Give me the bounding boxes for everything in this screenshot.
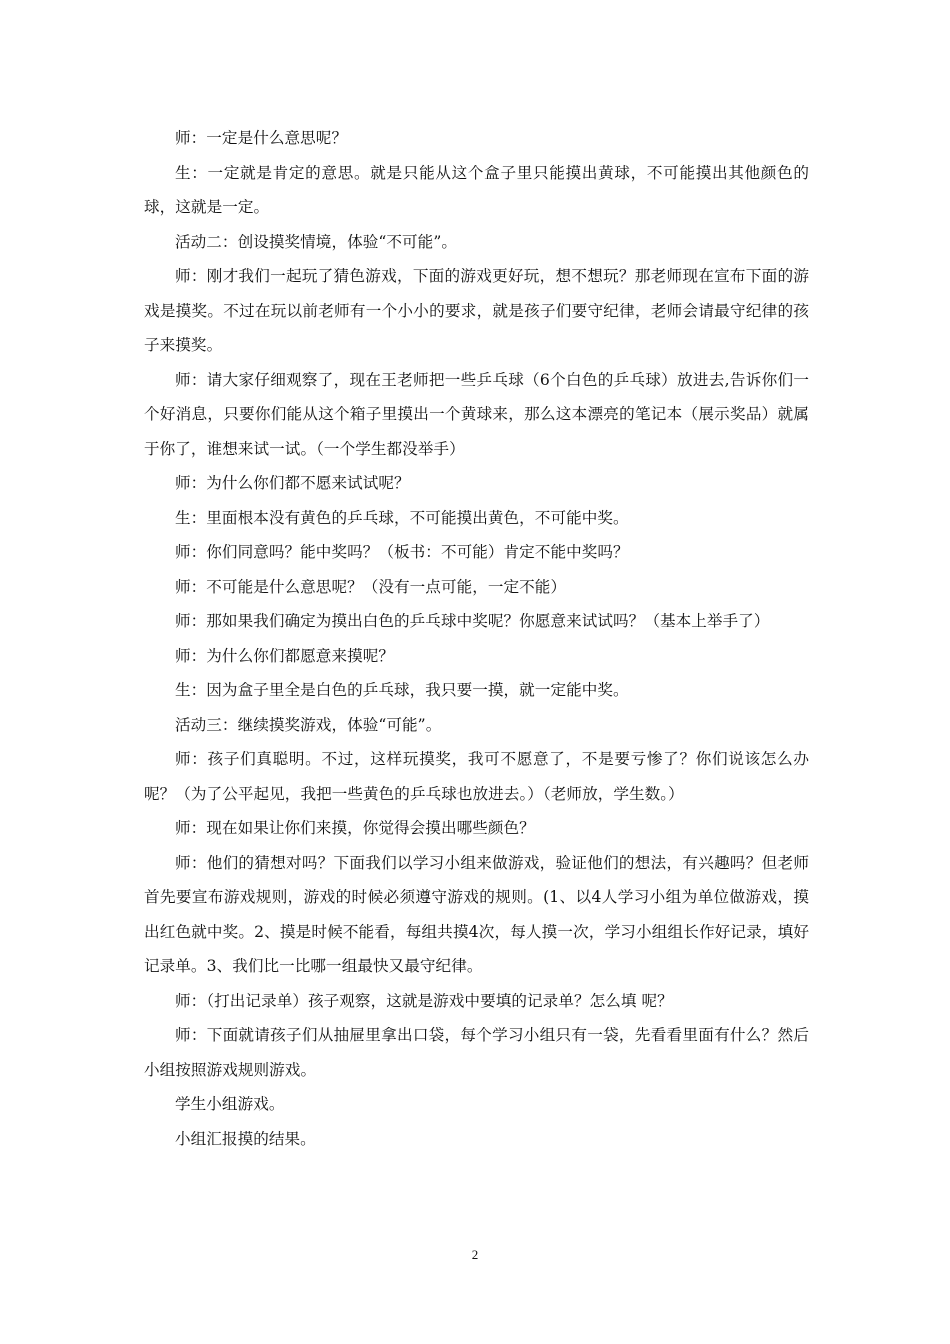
document-body bbox=[144, 121, 809, 1156]
paragraph: 师：为什么你们都愿意来摸呢？ bbox=[175, 646, 395, 665]
paragraph: 师：一定是什么意思呢？ bbox=[175, 129, 348, 147]
paragraph: 活动二：创设摸奖情境，体验“不可能”。 bbox=[175, 232, 457, 251]
paragraph: 师：他们的猜想对吗？下面我们以学习小组来做游戏，验证他们的想法，有兴趣吗？但老师首先要宣布游戏规则，游戏的时候必须遵守游戏的规则。(1、以4人学习小组为单位做游戏，摸出红色就中奖。2、摸是时候不能看，每组共摸4次，每人摸一次，学习小组组长作好记录，填好记录单。3、我们比一比哪一组最快又最守纪律。 bbox=[144, 853, 809, 975]
paragraph: 学生小组游戏。 bbox=[175, 1095, 285, 1113]
paragraph: 师：下面就请孩子们从抽屉里拿出口袋，每个学习小组只有一袋，先看看里面有什么？然后小组按照游戏规则游戏。 bbox=[144, 1026, 809, 1079]
paragraph: 师：请大家仔细观察了，现在王老师把一些乒乓球（6个白色的乒乓球）放进去,告诉你们一个好消息，只要你们能从这个箱子里摸出一个黄球来，那么这本漂亮的笔记本（展示奖品）就属于你了，谁想来试一试。（一个学生都没举手） bbox=[144, 370, 809, 458]
paragraph: 活动三：继续摸奖游戏，体验“可能”。 bbox=[175, 715, 442, 734]
paragraph: 小组汇报摸的结果。 bbox=[175, 1129, 316, 1148]
paragraph: 师：为什么你们都不愿来试试呢？ bbox=[175, 474, 410, 492]
page-number: 2 bbox=[471, 1247, 479, 1262]
paragraph: 生：里面根本没有黄色的乒乓球，不可能摸出黄色，不可能中奖。 bbox=[175, 508, 629, 527]
paragraph: 师：现在如果让你们来摸，你觉得会摸出哪些颜色？ bbox=[175, 819, 535, 837]
paragraph: 师：刚才我们一起玩了猜色游戏，下面的游戏更好玩，想不想玩？那老师现在宣布下面的游戏是摸奖。不过在玩以前老师有一个小小的要求，就是孩子们要守纪律，老师会请最守纪律的孩子来摸奖。 bbox=[144, 267, 809, 354]
paragraph: 生：因为盒子里全是白色的乒乓球，我只要一摸，就一定能中奖。 bbox=[175, 681, 629, 699]
paragraph: 师：你们同意吗？能中奖吗？（板书：不可能）肯定不能中奖吗？ bbox=[175, 543, 629, 561]
paragraph: 师：那如果我们确定为摸出白色的乒乓球中奖呢？你愿意来试试吗？（基本上举手了） bbox=[175, 612, 770, 630]
paragraph: 生：一定就是肯定的意思。就是只能从这个盒子里只能摸出黄球，不可能摸出其他颜色的球，这就是一定。 bbox=[144, 163, 809, 216]
paragraph: 师：（打出记录单）孩子观察，这就是游戏中要填的记录单？怎么填 呢？ bbox=[175, 991, 673, 1010]
paragraph: 师：不可能是什么意思呢？（没有一点可能，一定不能） bbox=[175, 577, 567, 596]
paragraph: 师：孩子们真聪明。不过，这样玩摸奖，我可不愿意了，不是要亏惨了？你们说该怎么办呢？（为了公平起见，我把一些黄色的乒乓球也放进去。）（老师放，学生数。） bbox=[144, 750, 809, 803]
